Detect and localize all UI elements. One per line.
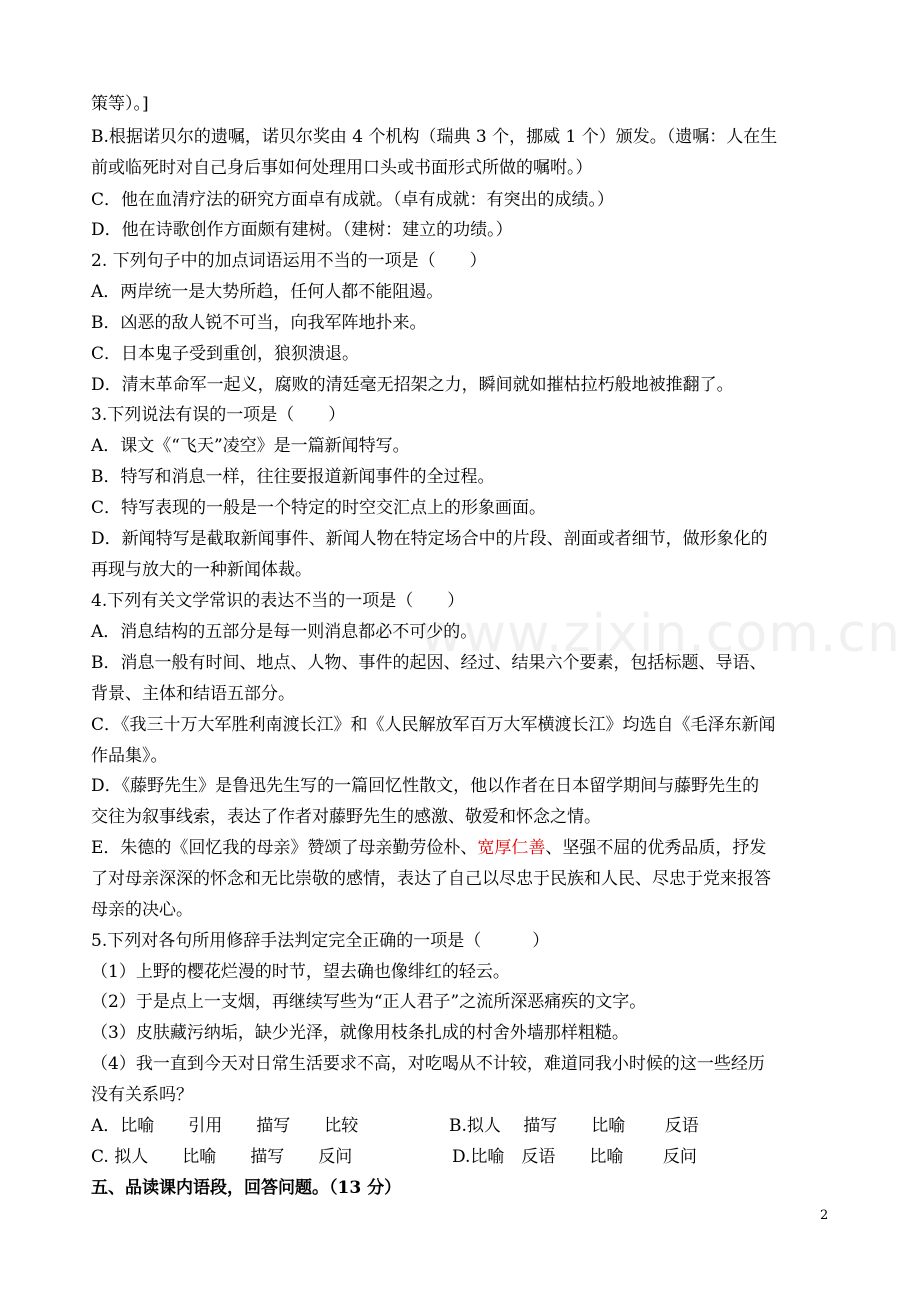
watermark: www.zixin.com.cn: [420, 604, 901, 664]
question-5: 5.下列对各句所用修辞手法判定完全正确的一项是（ ）: [91, 931, 550, 951]
text-line: C．特写表现的一般是一个特定的时空交汇点上的形象画面。: [91, 498, 547, 518]
text-line: 作品集》。: [91, 746, 168, 766]
text-line: B.根据诺贝尔的遗嘱，诺贝尔奖由 4 个机构（瑞典 3 个，挪威 1 个）颁发。（遗嘱：人在生: [91, 127, 778, 147]
text-line: （1）上野的樱花烂漫的时节，望去确也像绯红的轻云。: [91, 962, 510, 982]
option-a: A．比喻 引用 描写 比较: [91, 1116, 359, 1136]
text-line: （4）我一直到今天对日常生活要求不高，对吃喝从不计较，难道同我小时候的这一些经历: [91, 1054, 765, 1074]
text-line: C．《我三十万大军胜利南渡长江》和《人民解放军百万大军横渡长江》均选自《毛泽东新闻: [91, 715, 776, 735]
text-line: 交往为叙事线索，表达了作者对藤野先生的感激、敬爱和怀念之情。: [91, 807, 601, 827]
option-d: D.比喻 反语 比喻 反问: [452, 1147, 697, 1167]
text-line: C．日本鬼子受到重创，狼狈溃退。: [91, 344, 360, 364]
text-line: D．他在诗歌创作方面颇有建树。（建树：建立的功绩。）: [91, 220, 513, 240]
text-line: D．新闻特写是截取新闻事件、新闻人物在特定场合中的片段、剖面或者细节，做形象化的: [91, 529, 768, 549]
text-line: A．课文《“飞天”凌空》是一篇新闻特写。: [91, 436, 410, 456]
question-2: 2. 下列句子中的加点词语运用不当的一项是（ ）: [91, 251, 487, 271]
text-line: 前或临死时对自己身后事如何处理用口头或书面形式所做的嘱咐。）: [91, 158, 593, 178]
text-span: E．朱德的《回忆我的母亲》赞颂了母亲勤劳俭朴、: [91, 838, 478, 858]
text-line: D．《藤野先生》是鲁迅先生写的一篇回忆性散文，他以作者在日本留学期间与藤野先生的: [91, 776, 760, 796]
text-line: 没有关系吗？: [91, 1085, 193, 1105]
text-line: 再现与放大的一种新闻体裁。: [91, 560, 312, 580]
question-3: 3.下列说法有误的一项是（ ）: [91, 405, 346, 425]
text-line: 背景、主体和结语五部分。: [91, 684, 295, 704]
section-heading: 五、品读课内语段，回答问题。（13 分）: [91, 1178, 402, 1198]
text-line: A．消息结构的五部分是每一则消息都必不可少的。: [91, 622, 478, 642]
highlighted-phrase: 宽厚仁善: [477, 838, 546, 858]
option-c: C. 拟人 比喻 描写 反问: [91, 1147, 353, 1167]
option-b: B.拟人 描写 比喻 反语: [449, 1116, 699, 1136]
text-line: （3）皮肤藏污纳垢，缺少光泽，就像用枝条扎成的村舍外墙那样粗糙。: [91, 1023, 629, 1043]
text-line: 策等）。]: [91, 94, 149, 114]
text-line: C．他在血清疗法的研究方面卓有成就。（卓有成就：有突出的成绩。）: [91, 190, 615, 210]
text-line: 母亲的决心。: [91, 900, 193, 920]
text-line: B．消息一般有时间、地点、人物、事件的起因、经过、结果六个要素，包括标题、导语、: [91, 653, 767, 673]
text-line: B．凶恶的敌人锐不可当，向我军阵地扑来。: [91, 313, 427, 333]
page-number: 2: [820, 1208, 829, 1223]
text-line: B．特写和消息一样，往往要报道新闻事件的全过程。: [91, 467, 495, 487]
text-line-with-highlight: [91, 837, 766, 859]
text-line: A．两岸统一是大势所趋，任何人都不能阻遏。: [91, 282, 444, 302]
text-line: （2）于是点上一支烟，再继续写些为“正人君子”之流所深恶痛疾的文字。: [91, 992, 647, 1012]
question-4: 4.下列有关文学常识的表达不当的一项是（ ）: [91, 591, 465, 611]
text-span: 、坚强不屈的优秀品质，抒发: [545, 838, 767, 858]
text-line: D．清末革命军一起义，腐败的清廷毫无招架之力，瞬间就如摧枯拉朽般地被推翻了。: [91, 375, 734, 395]
text-line: 了对母亲深深的怀念和无比崇敬的感情，表达了自己以尽忠于民族和人民、尽忠于党来报答: [91, 869, 771, 889]
